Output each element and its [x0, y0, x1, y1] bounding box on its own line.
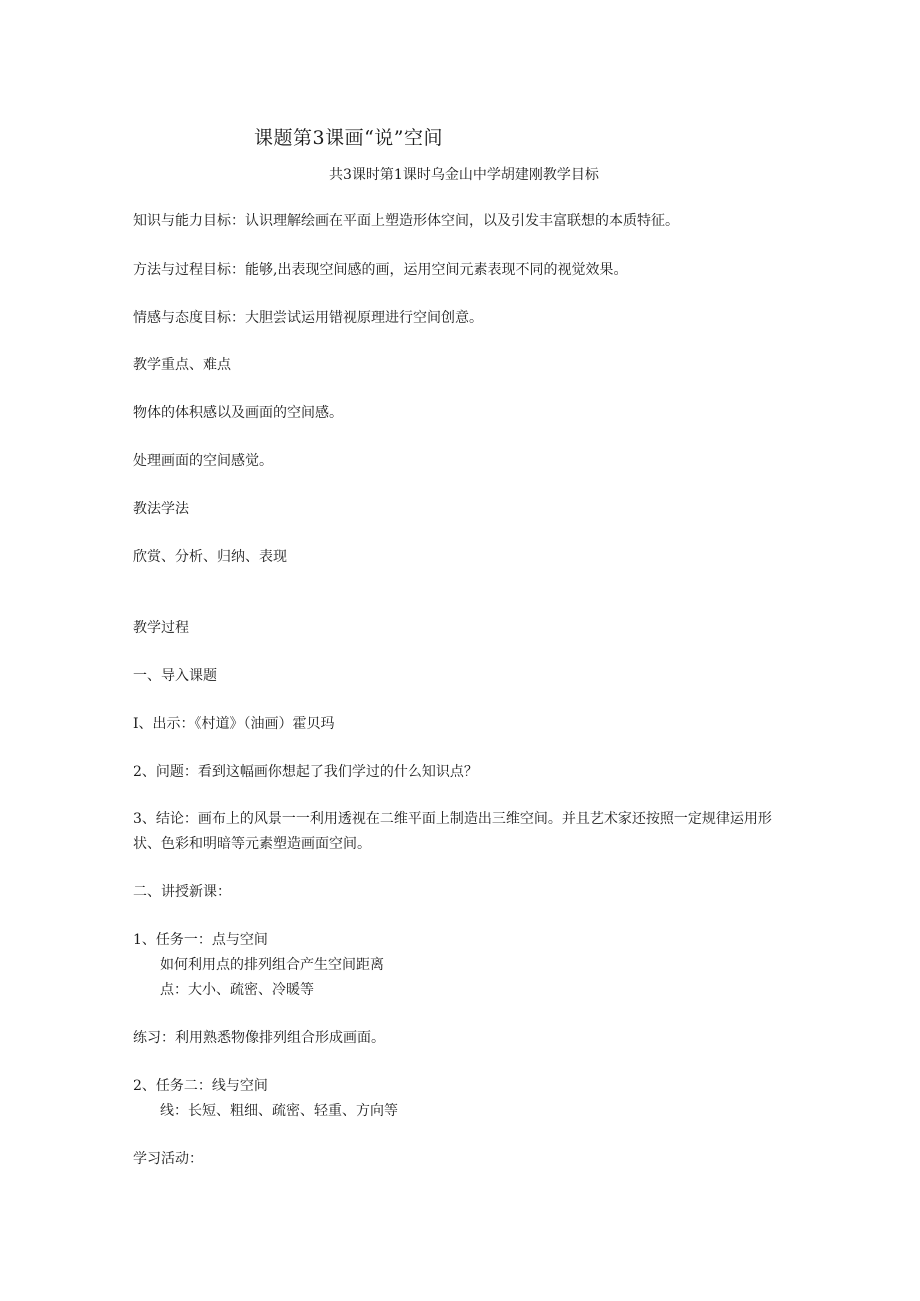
methods-content: 欣赏、分析、归纳、表现	[133, 549, 287, 565]
document-subtitle: 共3课时第1课时乌金山中学胡建刚教学目标	[329, 167, 599, 183]
goal-knowledge: 知识与能力目标：认识理解绘画在平面上塑造形体空间，以及引发丰富联想的本质特征。	[133, 213, 679, 229]
practice-line: 练习：利用熟悉物像排列组合形成画面。	[133, 1030, 385, 1046]
document-title: 课题第3课画“说”空间	[254, 127, 444, 149]
methods-heading: 教法学法	[133, 501, 189, 517]
key-points-heading: 教学重点、难点	[133, 357, 231, 373]
section1-heading: 一、导入课题	[133, 668, 217, 684]
process-heading: 教学过程	[133, 620, 189, 636]
task1-line1: 如何利用点的排列组合产生空间距离	[160, 957, 384, 973]
activity-line: 学习活动：	[133, 1151, 203, 1167]
task2-heading: 2、任务二：线与空间	[133, 1078, 268, 1094]
goal-emotion: 情感与态度目标：大胆尝试运用错视原理进行空间创意。	[133, 310, 483, 326]
goal-method: 方法与过程目标：能够,出表现空间感的画，运用空间元素表现不同的视觉效果。	[133, 262, 628, 278]
section1-item1: I、出示：《村道》（油画）霍贝玛	[133, 716, 335, 732]
section1-item2: 2、问题：看到这幅画你想起了我们学过的什么知识点？	[133, 764, 478, 780]
task2-line1: 线：长短、粗细、疏密、轻重、方向等	[160, 1103, 398, 1119]
section2-heading: 二、讲授新课：	[133, 884, 231, 900]
section1-item3: 3、结论：画布上的风景一一利用透视在二维平面上制造出三维空间。并且艺术家还按照一定规律运用形状、色彩和明暗等元素塑造画面空间。	[133, 811, 772, 852]
key-point: 物体的体积感以及画面的空间感。	[133, 405, 343, 421]
task1-line2: 点：大小、疏密、冷暖等	[160, 982, 314, 998]
key-difficulty: 处理画面的空间感觉。	[133, 453, 273, 469]
task1-heading: 1、任务一：点与空间	[133, 932, 268, 948]
